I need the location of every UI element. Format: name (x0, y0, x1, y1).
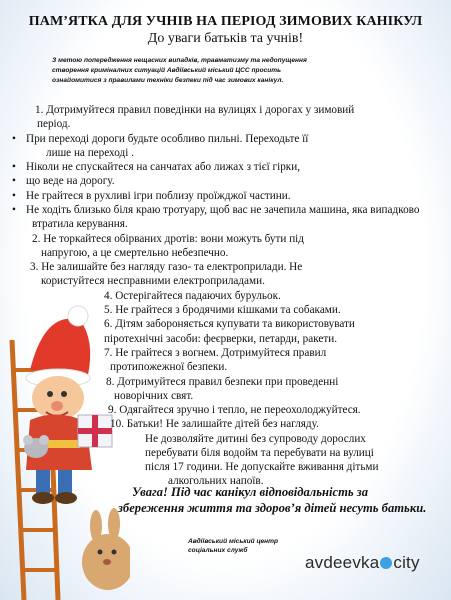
bullet-text: що веде на дорогу. (26, 175, 115, 187)
bullet-text: Ніколи не спускайтеся на санчатах або лижах з тієї гірки, (26, 161, 301, 173)
warning-text (118, 484, 448, 516)
rule-line: 8. Дотримуйтеся правил безпеки при проведенні (106, 376, 339, 388)
globe-icon (380, 557, 392, 569)
bullet-icon: • (12, 204, 16, 216)
bullet-icon: • (12, 161, 16, 173)
intro-line: створення криміналних ситуацій Авдіївський міський ЦСС просить (52, 67, 282, 74)
rule-line: період. (37, 118, 71, 130)
rule-line: піротехнічні засоби: феєрверки, петарди, ракети. (104, 333, 337, 345)
intro-paragraph (52, 56, 352, 86)
rule-line: 5. Не грайтеся з бродячими кішками та собаками. (104, 304, 341, 316)
rule-line: втратила керування. (32, 218, 128, 230)
rule-line: новорічних свят. (114, 390, 194, 402)
rule-line: алкогольних напоїв. (168, 475, 264, 487)
bullet-item (12, 203, 420, 217)
intro-line: З метою попередження нещасних випадків, травматизму та недопущення (52, 57, 307, 64)
bullet-icon: • (12, 133, 16, 145)
rule-line: користуйтеся несправними електроприладами. (41, 275, 265, 287)
warning-line: збереження життя та здоров’я дітей несуть батьки. (118, 501, 427, 515)
rule-line: 3. Не залишайте без нагляду газо- та електроприлади. Не (30, 261, 303, 273)
signature-line: Авдіївський міський центр (188, 538, 279, 545)
watermark-left: avdeevka (305, 553, 380, 572)
rule-line: перебувати біля водойм та перебувати на вулиці (145, 447, 374, 459)
rule-line: Не дозволяйте дитині без супроводу дорослих (145, 433, 366, 445)
warning-line: Увага! Під час канікул відповідальність за (132, 485, 368, 499)
bullet-item (12, 132, 309, 146)
rule-line: 6. Дітям забороняється купувати та використовувати (104, 318, 355, 330)
signature (188, 537, 308, 555)
bullet-item (12, 174, 115, 188)
rule-line: 4. Остерігайтеся падаючих бурульок. (104, 290, 281, 302)
bullet-item (12, 189, 291, 203)
bullet-text: Не ходіть близько біля краю тротуару, щоб вас не зачепила машина, яка випадково (26, 204, 420, 216)
rule-line: напругою, а це смертельно небезпечно. (41, 247, 229, 259)
bullet-text: Не грайтеся в рухливі ігри поблизу проїжджої частини. (26, 190, 291, 202)
rule-line: 1. Дотримуйтеся правил поведінки на вулицях і дорогах у зимовий (35, 104, 355, 116)
intro-line: ознайомитися з правилами техніки безпеки під час зимових канікул. (52, 77, 284, 84)
watermark-logo (305, 553, 420, 575)
bullet-item (12, 160, 301, 174)
rule-line: після 17 години. Не допускайте вживання дітьми (145, 461, 379, 473)
rule-line: 2. Не торкайтеся обірваних дротів: вони можуть бути під (32, 233, 304, 245)
rule-line: протипожежної безпеки. (110, 361, 228, 373)
rule-line: 9. Одягайтеся зручно і тепло, не переохолоджуйтеся. (108, 404, 361, 416)
rule-line: лише на переході . (46, 147, 134, 159)
rule-line: 10. Батьки! Не залишайте дітей без нагляду. (110, 418, 319, 430)
rule-line: 7. Не грайтеся з вогнем. Дотримуйтеся правил (104, 347, 327, 359)
signature-line: соціальних служб (188, 547, 248, 554)
page-title: ПАМ’ЯТКА ДЛЯ УЧНІВ НА ПЕРІОД ЗИМОВИХ КАНІКУЛ (28, 14, 423, 29)
bullet-icon: • (12, 190, 16, 202)
bullet-text: При переході дороги будьте особливо пильні. Переходьте її (26, 133, 309, 145)
bullet-icon: • (12, 175, 16, 187)
page-subtitle: До уваги батьків та учнів! (147, 31, 304, 46)
watermark-right: city (393, 553, 420, 572)
